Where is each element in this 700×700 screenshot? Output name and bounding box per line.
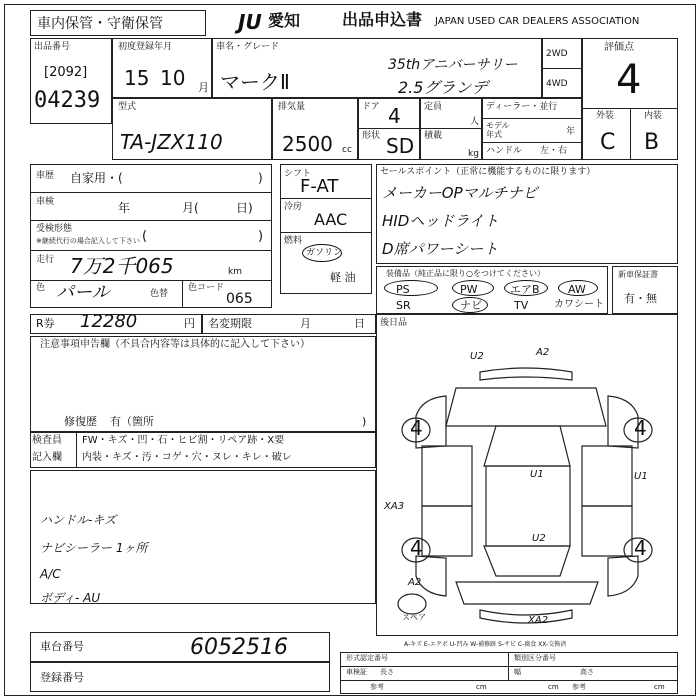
note-4: ボディ- AU xyxy=(40,591,101,605)
color-change-label: 色替 xyxy=(150,289,169,299)
row-div-4 xyxy=(30,280,272,281)
capacity-label: 定員 xyxy=(424,102,443,112)
spec-cert-label: 形式認定番号 xyxy=(346,654,388,662)
left-front-door xyxy=(422,446,472,506)
shift-value: F-AT xyxy=(300,176,339,197)
rear-bumper-shape xyxy=(480,610,572,623)
rating-score: 4 xyxy=(616,57,642,103)
recycle-unit: 円 xyxy=(184,317,195,330)
type-label: 型式 xyxy=(118,102,137,112)
ju-logo-mark: JU xyxy=(238,10,262,34)
reception-label: 受検形態 xyxy=(36,224,73,234)
spec-width-label: 幅 xyxy=(514,668,521,676)
right-front-door xyxy=(582,446,632,506)
mark-u1-roof: U1 xyxy=(530,469,544,480)
trunk-shape xyxy=(456,582,598,604)
spec-cm-3: cm xyxy=(654,683,665,691)
mark-4-fr: 4 xyxy=(634,416,647,440)
equip-tv: TV xyxy=(514,299,529,312)
spec-cm-1: cm xyxy=(476,683,487,691)
note-3: A/C xyxy=(40,567,61,581)
grade-line-2: 2.5グランデ xyxy=(398,78,488,97)
inspector-label-1: 検査員 xyxy=(32,435,62,446)
shift-div-1 xyxy=(280,198,372,199)
storage-tag-text: 車内保管・守衛保管 xyxy=(37,16,163,32)
lot-number: 04239 xyxy=(34,88,101,113)
equip-sr: SR xyxy=(396,299,411,312)
inspector-div xyxy=(76,432,77,468)
rear-window-shape xyxy=(484,546,570,576)
reception-close: ) xyxy=(258,229,264,244)
equipment-label: 装備品（純正品に限り○をつけてください） xyxy=(386,269,545,278)
new-car-label: 新車保証書 xyxy=(618,270,658,279)
color-code-label: 色コード xyxy=(188,283,225,293)
history-close: ) xyxy=(258,171,263,185)
reception-open: ( xyxy=(142,229,148,244)
equip-aw: AW xyxy=(568,283,586,296)
equip-pw-circle xyxy=(452,280,494,296)
body-value: SD xyxy=(386,134,415,158)
inspector-row-2: 内装・キズ・汚・コゲ・穴・ヌレ・キレ・破レ xyxy=(82,452,292,463)
mileage-unit: km xyxy=(228,267,242,277)
spare-tire-shape xyxy=(398,594,426,614)
association-name: JAPAN USED CAR DEALERS ASSOCIATION xyxy=(435,16,640,27)
interior-label: 内装 xyxy=(644,111,663,121)
model-label: 車名・グレード xyxy=(216,42,280,52)
mark-4-rr: 4 xyxy=(634,536,647,560)
windshield-shape xyxy=(484,426,570,466)
reception-note: ※継続代行の場合記入して下さい xyxy=(36,237,140,245)
registration-label: 登録番号 xyxy=(40,671,84,684)
inspector-label-2: 記入欄 xyxy=(32,452,62,463)
fuel-gasoline: ガソリン xyxy=(306,248,343,258)
mark-u1-right: U1 xyxy=(634,471,648,482)
aircon-value: AAC xyxy=(314,210,348,229)
spec-length-label: 長さ xyxy=(380,668,394,676)
damage-legend: A-キズ E-エクボ U-凹み W-補修跡 S-サビ C-腐食 XX-交換済 xyxy=(404,641,567,648)
exterior-score: C xyxy=(600,130,616,155)
spec-v1 xyxy=(508,652,509,680)
spec-shaken-label: 車検証 xyxy=(346,668,367,676)
history-label: 車歴 xyxy=(36,171,55,181)
mark-a2-spare: A2 xyxy=(408,577,422,588)
repair-close: ) xyxy=(362,415,367,428)
first-reg-year: 15 xyxy=(124,66,150,90)
equip-leather: カワシート xyxy=(554,299,604,310)
sales-point-item-1: メーカーOPマルチナビ xyxy=(382,184,538,202)
spec-height-label: 高さ xyxy=(580,668,594,676)
equip-navi: ナビ xyxy=(460,299,482,312)
equip-pw: PW xyxy=(460,283,478,296)
handle-label: ハンドル xyxy=(486,146,523,156)
exterior-label: 外装 xyxy=(596,111,615,121)
drive-4wd: 4WD xyxy=(546,79,568,89)
recycle-value: 12280 xyxy=(80,311,138,332)
mileage-value: 7万2千065 xyxy=(70,254,174,278)
roof-shape xyxy=(486,466,570,546)
mark-u2-rear: U2 xyxy=(532,533,546,544)
mark-xa3-left: XA3 xyxy=(384,501,405,512)
car-diagram xyxy=(376,336,678,636)
model-year-label-2: 年式 xyxy=(486,130,502,139)
color-label: 色 xyxy=(36,283,46,293)
body-label: 形状 xyxy=(362,131,381,141)
color-code: 065 xyxy=(226,291,253,307)
mileage-label: 走行 xyxy=(36,255,55,265)
storage-tag xyxy=(30,10,206,36)
form-title: 出品申込書 xyxy=(342,10,423,29)
shift-div-2 xyxy=(280,232,372,233)
equip-airbag-circle xyxy=(504,280,548,296)
capacity-divider xyxy=(420,128,482,129)
aircon-label: 冷房 xyxy=(284,202,303,212)
model-year-label-1: モデル xyxy=(486,121,510,130)
repair-value: 有（箇所 xyxy=(110,415,154,428)
spare-label: スペア xyxy=(402,613,426,622)
deadline-day: 日 xyxy=(354,317,365,330)
displacement-value: 2500 xyxy=(282,132,333,156)
dealer-label: ディーラー・並行 xyxy=(486,102,558,112)
spec-ref-2: 参考 xyxy=(572,683,586,691)
spec-h2 xyxy=(340,680,678,681)
fuel-diesel: 軽 油 xyxy=(330,271,356,284)
displacement-unit: cc xyxy=(342,145,352,155)
drive-2wd: 2WD xyxy=(546,49,568,59)
mark-4-rl: 4 xyxy=(410,536,423,560)
rear-label: 後日品 xyxy=(380,318,408,328)
deadline-label: 名変期限 xyxy=(208,317,252,330)
lot-label: 出品番号 xyxy=(34,42,71,52)
color-value: パール xyxy=(56,282,110,303)
type-value: TA-JZX110 xyxy=(120,130,223,154)
front-bumper-shape xyxy=(480,368,572,380)
shaken-label: 車検 xyxy=(36,197,55,207)
equip-aw-circle xyxy=(558,280,598,296)
sales-point-item-2: HIDヘッドライト xyxy=(382,212,499,230)
mark-a2-top: A2 xyxy=(536,347,550,358)
model-name: マークⅡ xyxy=(220,70,290,94)
rating-label: 評価点 xyxy=(604,42,634,53)
equip-airbag: エアB xyxy=(510,283,540,296)
load-label: 積載 xyxy=(424,131,443,141)
rating-mid xyxy=(630,108,631,160)
notes-box xyxy=(30,470,376,604)
capacity-unit: 人 xyxy=(470,117,480,127)
spec-h1 xyxy=(340,666,678,667)
mark-xa2-rear: XA2 xyxy=(528,615,549,626)
dealer-divider-2 xyxy=(482,142,582,143)
sales-point-label: セールスポイント（正常に機能するものに限ります） xyxy=(380,167,596,177)
equip-ps-circle xyxy=(384,280,438,296)
fuel-label: 燃料 xyxy=(284,236,303,246)
shaken-month: 月( xyxy=(182,201,199,215)
color-div xyxy=(182,280,183,308)
inspector-row-1: FW・キズ・凹・石・ヒビ割・リペア跡・X要 xyxy=(82,435,285,446)
deadline-month: 月 xyxy=(300,317,311,330)
shift-label: シフト xyxy=(284,169,312,179)
spec-class-label: 類別区分番号 xyxy=(514,654,556,662)
first-reg-month: 10 xyxy=(160,66,186,90)
lot-bracket-number: [2092] xyxy=(44,65,88,80)
displacement-label: 排気量 xyxy=(278,102,306,112)
dealer-divider xyxy=(482,118,582,119)
sales-point-item-3: D席パワーシート xyxy=(382,240,499,258)
first-reg-month-unit: 月 xyxy=(198,81,209,94)
spec-cm-2: cm xyxy=(548,683,559,691)
spec-ref-1: 参考 xyxy=(370,683,384,691)
mark-u2-top: U2 xyxy=(470,351,484,362)
history-value: 自家用・( xyxy=(70,171,123,185)
equip-ps: PS xyxy=(396,283,410,296)
first-reg-label: 初度登録年月 xyxy=(118,42,173,52)
repair-label: 修復歴 xyxy=(64,415,97,428)
equip-navi-circle xyxy=(452,297,488,313)
new-car-options: 有・無 xyxy=(624,292,657,305)
shaken-day: 日) xyxy=(236,201,253,215)
drive-divider xyxy=(542,68,582,69)
note-1: ハンドル-キズ xyxy=(40,513,117,527)
grade-line-1: 35thアニバーサリー xyxy=(388,57,518,73)
row-div-1 xyxy=(30,192,272,193)
doors-label: ドア xyxy=(362,102,380,112)
hood-shape xyxy=(446,388,606,426)
load-unit: kg xyxy=(468,149,479,159)
org-name: 愛知 xyxy=(268,11,301,30)
chassis-label: 車台番号 xyxy=(40,640,84,653)
interior-score: B xyxy=(644,130,660,155)
doors-value: 4 xyxy=(388,104,401,128)
handle-options: 左・右 xyxy=(540,146,568,156)
note-2: ナビシーラー 1ヶ所 xyxy=(40,541,148,555)
doors-divider xyxy=(358,128,420,129)
mark-4-fl: 4 xyxy=(410,416,423,440)
chassis-value: 6052516 xyxy=(190,635,288,660)
remarks-label: 注意事項申告欄（不具合内容等は具体的に記入して下さい） xyxy=(40,339,310,350)
recycle-label: R券 xyxy=(36,317,55,330)
shaken-year: 年 xyxy=(118,201,131,215)
row-div-2 xyxy=(30,220,272,221)
row-div-3 xyxy=(30,250,272,251)
model-year-unit: 年 xyxy=(566,127,576,137)
